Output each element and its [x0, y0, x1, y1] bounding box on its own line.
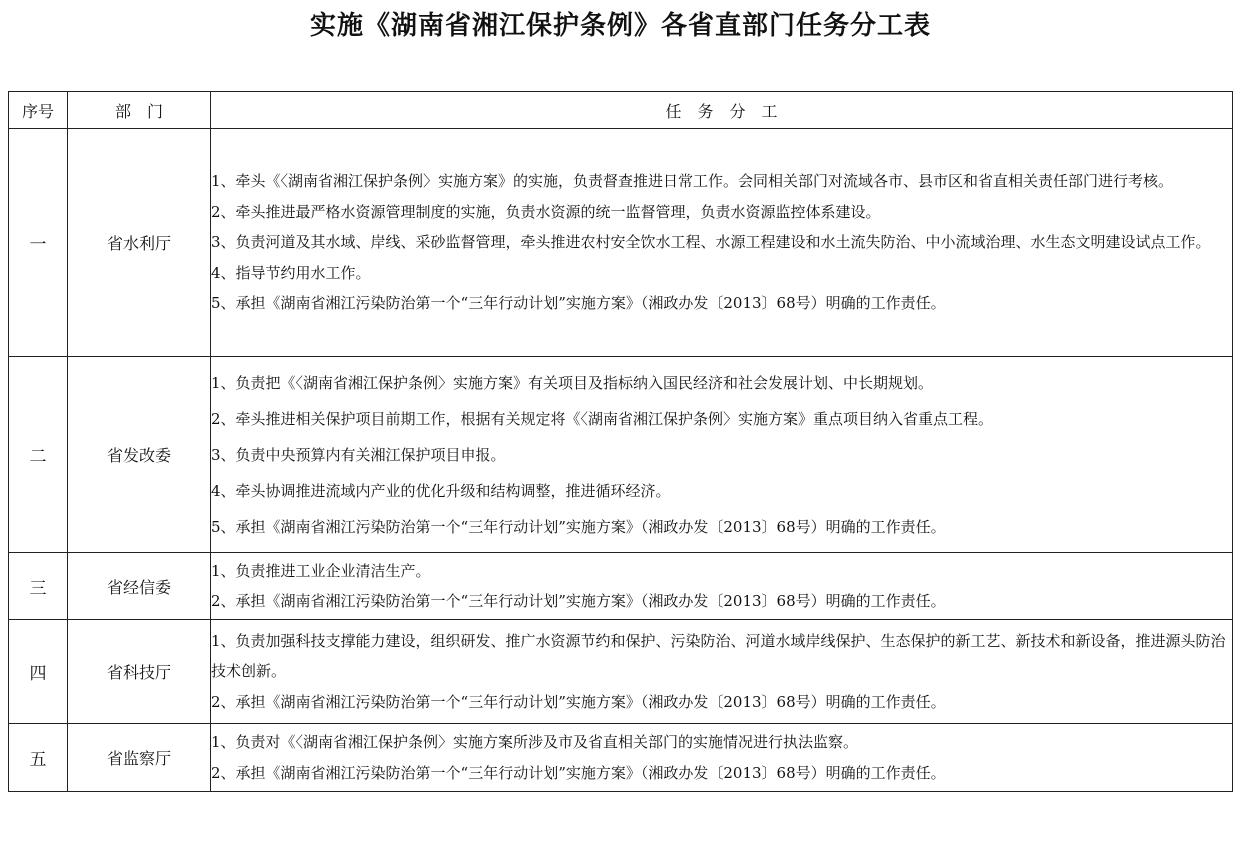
table-row	[9, 553, 1233, 620]
task-item: 1、负责对《〈湖南省湘江保护条例〉实施方案所涉及市及省直相关部门的实施情况进行执法监察。	[211, 733, 859, 751]
task-item: 1、负责推进工业企业清洁生产。	[211, 561, 431, 580]
task-item: 2、承担《湖南省湘江污染防治第一个“三年行动计划”实施方案》（湘政办发〔2013〕68号）明确的工作责任。	[211, 763, 946, 782]
task-item: 2、牵头推进最严格水资源管理制度的实施，负责水资源的统一监督管理，负责水资源监控体系建设。	[211, 202, 881, 221]
table-row	[9, 620, 1233, 724]
header-serial: 序号	[9, 92, 68, 129]
row-serial: 五	[9, 724, 68, 792]
task-item: 1、负责加强科技支撑能力建设，组织研发、推广水资源节约和保护、污染防治、河道水域岸线保护、生态保护的新工艺、新技术和新设备，推进源头防治技术创新。	[211, 631, 1226, 681]
row-tasks	[211, 553, 1233, 620]
header-department: 部 门	[68, 92, 211, 129]
task-item: 3、负责中央预算内有关湘江保护项目申报。	[211, 445, 506, 464]
task-item: 4、指导节约用水工作。	[211, 263, 371, 282]
row-tasks	[211, 357, 1233, 553]
document-title: 实施《湖南省湘江保护条例》各省直部门任务分工表	[309, 11, 931, 41]
task-item: 2、牵头推进相关保护项目前期工作，根据有关规定将《〈湖南省湘江保护条例〉实施方案》重点项目纳入省重点工程。	[211, 409, 994, 428]
task-division-table	[8, 91, 1233, 792]
row-department: 省科技厅	[68, 620, 211, 724]
task-item: 3、负责河道及其水域、岸线、采砂监督管理，牵头推进农村安全饮水工程、水源工程建设和水土流失防治、中小流域治理、水生态文明建设试点工作。	[211, 233, 1211, 252]
row-tasks	[211, 724, 1233, 792]
task-item: 4、牵头协调推进流域内产业的优化升级和结构调整，推进循环经济。	[211, 481, 671, 500]
row-serial: 一	[9, 129, 68, 357]
table-row	[9, 724, 1233, 792]
row-department: 省水利厅	[68, 129, 211, 357]
table-header-row	[9, 92, 1233, 129]
table-row	[9, 129, 1233, 357]
table-row	[9, 357, 1233, 553]
row-serial: 二	[9, 357, 68, 553]
row-department: 省监察厅	[68, 724, 211, 792]
row-serial: 四	[9, 620, 68, 724]
task-item: 5、承担《湖南省湘江污染防治第一个“三年行动计划”实施方案》（湘政办发〔2013〕68号）明确的工作责任。	[211, 294, 946, 313]
task-item: 5、承担《湖南省湘江污染防治第一个“三年行动计划”实施方案》（湘政办发〔2013〕68号）明确的工作责任。	[211, 517, 946, 536]
task-item: 1、负责把《〈湖南省湘江保护条例〉实施方案》有关项目及指标纳入国民经济和社会发展计划、中长期规划。	[211, 373, 934, 392]
task-item: 2、承担《湖南省湘江污染防治第一个“三年行动计划”实施方案》（湘政办发〔2013〕68号）明确的工作责任。	[211, 692, 946, 711]
header-tasks: 任 务 分 工	[211, 92, 1233, 129]
row-department: 省经信委	[68, 553, 211, 620]
row-tasks	[211, 620, 1233, 724]
task-item: 2、承担《湖南省湘江污染防治第一个“三年行动计划”实施方案》（湘政办发〔2013〕68号）明确的工作责任。	[211, 592, 946, 610]
row-serial: 三	[9, 553, 68, 620]
row-tasks	[211, 129, 1233, 357]
task-item: 1、牵头《〈湖南省湘江保护条例〉实施方案》的实施，负责督查推进日常工作。会同相关部门对流域各市、县市区和省直相关责任部门进行考核。	[211, 172, 1174, 191]
row-department: 省发改委	[68, 357, 211, 553]
